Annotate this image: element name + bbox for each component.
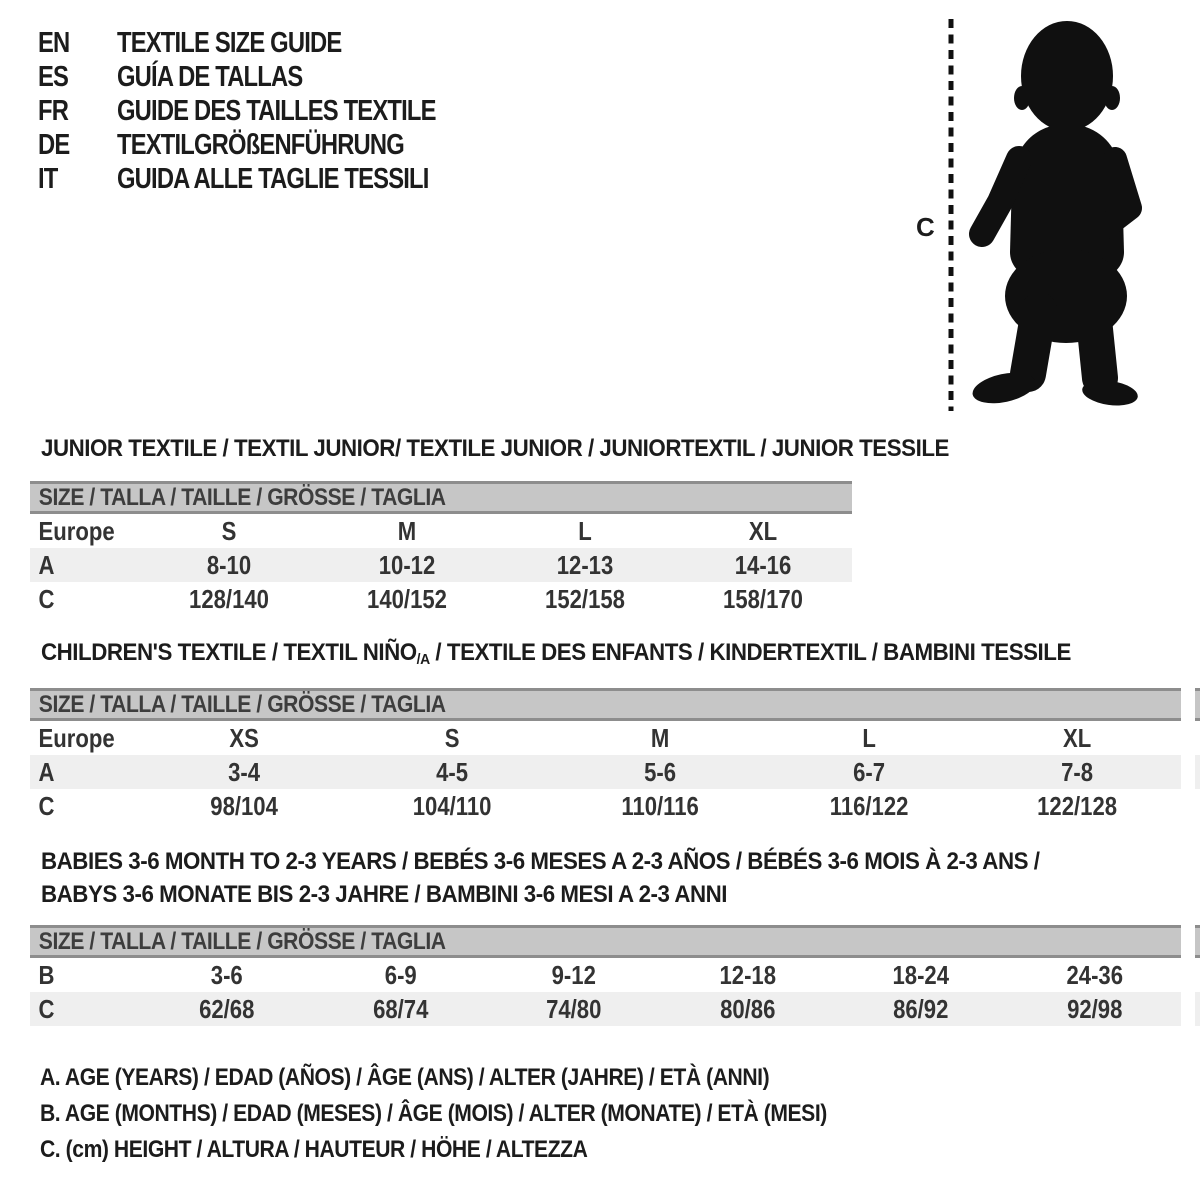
size-header-bar-junior (30, 481, 852, 514)
row-label: C (38, 993, 55, 1024)
height-cell: 104/110 (412, 790, 492, 821)
height-measure-label: C (916, 212, 935, 242)
lang-title: TEXTILE SIZE GUIDE (117, 26, 342, 59)
lang-code: FR (38, 94, 69, 127)
lang-row-it (38, 162, 506, 196)
size-cell: M (651, 722, 670, 753)
table-row-junior-europe (30, 514, 852, 548)
size-cell: S (221, 515, 237, 546)
height-cell: 68/74 (372, 993, 428, 1024)
section-title-junior: JUNIOR TEXTILE / TEXTIL JUNIOR/ TEXTILE JUNIOR / JUNIORTEXTIL / JUNIOR TESSILE (41, 435, 949, 462)
lang-row-es (38, 60, 506, 94)
age-cell: 6-9 (384, 959, 417, 990)
row-label: A (38, 549, 55, 580)
size-cell: XS (229, 722, 259, 753)
section-title-children (41, 636, 1071, 676)
lang-title: GUIDE DES TAILLES TEXTILE (117, 94, 436, 127)
height-cell: 110/116 (621, 790, 700, 821)
age-cell: 18-24 (892, 959, 950, 990)
section-title-line2: BABYS 3-6 MONATE BIS 2-3 JAHRE / BAMBINI 3-6 MESI A 2-3 ANNI (41, 881, 728, 908)
row-label: A (38, 756, 55, 787)
height-cell: 62/68 (199, 993, 255, 1024)
toddler-silhouette-icon (940, 14, 1145, 414)
table-edge-sliver (1195, 992, 1200, 1026)
age-cell: 7-8 (1060, 756, 1093, 787)
section-title-line1: BABIES 3-6 MONTH TO 2-3 YEARS / BEBÉS 3-6 MESES A 2-3 AÑOS / BÉBÉS 3-6 MOIS À 2-3 ANS / (41, 848, 1040, 875)
legend-line-c: C. (cm) HEIGHT / ALTURA / HAUTEUR / HÖHE / ALTEZZA (40, 1136, 588, 1163)
height-cell: 80/86 (719, 993, 775, 1024)
height-cell: 92/98 (1066, 993, 1122, 1024)
age-cell: 9-12 (551, 959, 596, 990)
legend-line-b: B. AGE (MONTHS) / EDAD (MESES) / ÂGE (MOIS) / ALTER (MONATE) / ETÀ (MESI) (40, 1100, 827, 1127)
age-cell: 4-5 (436, 756, 469, 787)
lang-row-de (38, 128, 506, 162)
height-cell: 152/158 (545, 583, 625, 614)
table-row-children-age (30, 755, 1181, 789)
age-cell: 24-36 (1065, 959, 1123, 990)
table-edge-sliver (1195, 755, 1200, 789)
size-cell: L (578, 515, 592, 546)
row-label: Europe (38, 515, 115, 546)
size-cell: M (397, 515, 417, 546)
section-title-babies (41, 845, 1040, 911)
height-cell: 128/140 (189, 583, 269, 614)
age-cell: 14-16 (734, 549, 792, 580)
height-cell: 140/152 (367, 583, 447, 614)
row-label: C (38, 790, 55, 821)
row-label: Europe (38, 722, 115, 753)
section-title-text: / TEXTILE DES ENFANTS / KINDERTEXTIL / BAMBINI TESSILE (429, 639, 1071, 666)
lang-code: DE (38, 128, 70, 161)
size-header-text: SIZE / TALLA / TAILLE / GRÖSSE / TAGLIA (38, 483, 446, 511)
section-title-text: CHILDREN'S TEXTILE / TEXTIL NIÑO (41, 639, 417, 666)
size-cell: S (444, 722, 460, 753)
lang-code: IT (38, 162, 58, 195)
lang-title: GUIDA ALLE TAGLIE TESSILI (117, 162, 429, 195)
size-header-text: SIZE / TALLA / TAILLE / GRÖSSE / TAGLIA (38, 927, 446, 955)
age-cell: 6-7 (852, 756, 885, 787)
row-label: B (38, 959, 55, 990)
height-cell: 158/170 (723, 583, 803, 614)
lang-title: TEXTILGRÖßENFÜHRUNG (117, 128, 404, 161)
height-cell: 86/92 (893, 993, 949, 1024)
age-cell: 5-6 (644, 756, 677, 787)
lang-row-fr (38, 94, 506, 128)
age-cell: 3-6 (210, 959, 243, 990)
table-row-junior-age (30, 548, 852, 582)
measure-legend (40, 1060, 934, 1168)
table-row-junior-height (30, 582, 852, 616)
size-header-bar-babies (30, 925, 1181, 958)
table-row-babies-months (30, 958, 1181, 992)
height-cell: 74/80 (546, 993, 602, 1024)
age-cell: 12-18 (718, 959, 776, 990)
height-cell: 122/128 (1036, 790, 1117, 821)
language-title-block (38, 26, 506, 196)
table-edge-sliver (1195, 688, 1200, 721)
age-cell: 12-13 (556, 549, 614, 580)
height-cell: 98/104 (210, 790, 278, 821)
lang-code: EN (38, 26, 70, 59)
age-cell: 10-12 (378, 549, 436, 580)
size-cell: XL (748, 515, 778, 546)
table-edge-sliver (1195, 925, 1200, 958)
table-row-children-height (30, 789, 1181, 823)
row-label: C (38, 583, 55, 614)
table-row-babies-height (30, 992, 1181, 1026)
lang-row-en (38, 26, 506, 60)
table-row-children-europe (30, 721, 1181, 755)
lang-title: GUÍA DE TALLAS (117, 60, 303, 93)
legend-line-a: A. AGE (YEARS) / EDAD (AÑOS) / ÂGE (ANS) / ALTER (JAHRE) / ETÀ (ANNI) (40, 1064, 770, 1091)
size-cell: L (861, 722, 876, 753)
age-cell: 3-4 (228, 756, 261, 787)
size-header-bar-children (30, 688, 1181, 721)
height-cell: 116/122 (829, 790, 909, 821)
lang-code: ES (38, 60, 69, 93)
age-cell: 8-10 (206, 549, 252, 580)
section-title-subscript: /A (416, 651, 430, 668)
size-header-text: SIZE / TALLA / TAILLE / GRÖSSE / TAGLIA (38, 690, 446, 718)
size-cell: XL (1062, 722, 1092, 753)
